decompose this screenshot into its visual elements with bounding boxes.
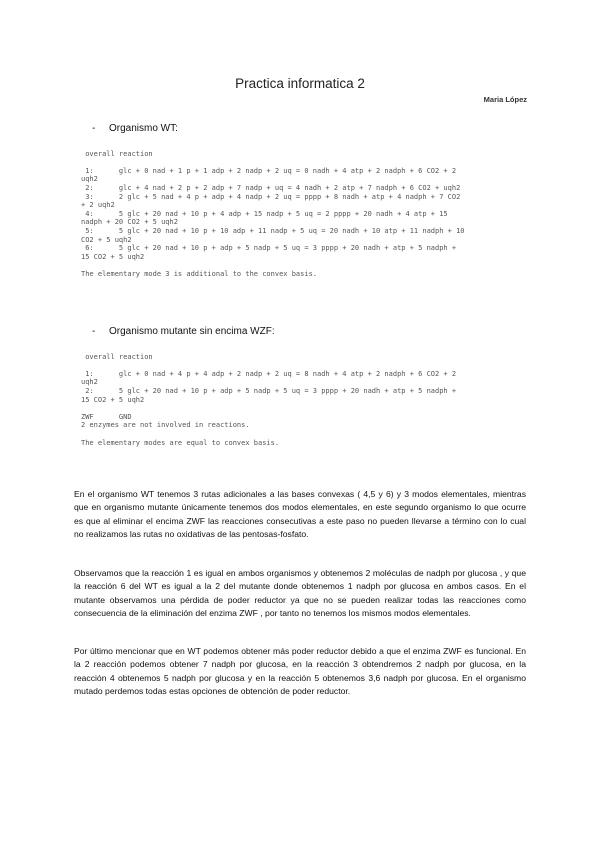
output-line xyxy=(81,404,551,413)
section-heading-wt xyxy=(92,123,178,134)
paragraph-2: Observamos que la reacción 1 es igual en ambos organismos y obtenemos 2 moléculas de nadph por glucosa , y que la reacción 6 del WT es igual a la 2 del mutante donde obtenemos 1 nadph por glucosa en ambos casos. En el mutante observamos una pérdida de poder reductor ya que no se pueden realizar todas las reacciones como consecuencia de la eliminación del enzima ZWF , por tanto no tenemos los mismos modos elementales. xyxy=(74,568,526,619)
output-line xyxy=(81,158,551,167)
section-heading-mutant xyxy=(92,326,275,337)
paragraph-1: En el organismo WT tenemos 3 rutas adicionales a las bases convexas ( 4,5 y 6) y 3 modos elementales, mientras que en organismo mutante únicamente tenemos dos modos elementales, en este segundo organismo lo que ocurre es que al eliminar el encima ZWF las reacciones consecutivas a este paso no pueden llevarse a término con lo cual no realizamos las rutas no oxidativas de las pentosas-fosfato. xyxy=(74,489,526,540)
wt-output-block xyxy=(81,141,551,279)
list-marker: - xyxy=(92,326,96,337)
output-line: overall reaction xyxy=(81,149,153,158)
output-line: uqh2 xyxy=(81,378,98,387)
output-line: + 2 uqh2 xyxy=(81,201,115,210)
output-line xyxy=(81,344,551,353)
output-line: 1: glc + 0 nad + 1 p + 1 adp + 2 nadp + 2 uq = 0 nadh + 4 atp + 2 nadph + 6 CO2 + 2 xyxy=(81,166,457,175)
mutant-output-block xyxy=(81,344,551,447)
output-line: 3: 2 glc + 5 nad + 4 p + adp + 4 nadp + 2 uq = pppp + 8 nadh + atp + 4 nadph + 7 CO2 xyxy=(81,192,461,201)
output-line: 2: glc + 4 nad + 2 p + 2 adp + 7 nadp + uq = 4 nadh + 2 atp + 7 nadph + 6 CO2 + uqh2 xyxy=(81,183,461,192)
output-line: 1: glc + 0 nad + 4 p + 4 adp + 2 nadp + 2 uq = 8 nadh + 4 atp + 2 nadph + 6 CO2 + 2 xyxy=(81,369,457,378)
output-line: 15 CO2 + 5 uqh2 xyxy=(81,252,145,261)
output-line: 2 enzymes are not involved in reactions. xyxy=(81,421,250,430)
output-line: The elementary modes are equal to convex basis. xyxy=(81,438,280,447)
output-line: 2: 5 glc + 20 nad + 10 p + adp + 5 nadp + 5 uq = 3 pppp + 20 nadh + atp + 5 nadph + xyxy=(81,386,457,395)
output-line: The elementary mode 3 is additional to the convex basis. xyxy=(81,269,318,278)
output-line xyxy=(81,261,551,270)
output-line: overall reaction xyxy=(81,352,153,361)
document-title: Practica informatica 2 xyxy=(235,76,365,91)
output-line: uqh2 xyxy=(81,175,98,184)
output-line: nadph + 20 CO2 + 5 uqh2 xyxy=(81,218,178,227)
output-line: 5: 5 glc + 20 nad + 10 p + 10 adp + 11 nadp + 5 uq = 20 nadh + 10 atp + 11 nadph + 10 xyxy=(81,226,465,235)
section-heading-wt-label: Organismo WT: xyxy=(109,123,178,134)
output-line xyxy=(81,361,551,370)
output-line xyxy=(81,141,551,150)
output-line: 4: 5 glc + 20 nad + 10 p + 4 adp + 15 nadp + 5 uq = 2 pppp + 20 nadh + 4 atp + 15 xyxy=(81,209,448,218)
paragraph-3: Por último mencionar que en WT podemos obtener más poder reductor debido a que el enzima ZWF es funcional. En la 2 reacción podemos obtener 7 nadph por glucosa, en la reacción 3 obtendremos 2 nadph por glucosa, en la reacción 4 obtenemos 5 nadph por glucosa y en la reacción 5 obtenemos 3,6 nadph por glucosa. En el organismo mutado perdemos todas estas opciones de obtención de poder reductor. xyxy=(74,646,526,697)
output-line: ZWF GND xyxy=(81,412,132,421)
output-line: 15 CO2 + 5 uqh2 xyxy=(81,395,145,404)
output-line xyxy=(81,430,551,439)
section-heading-mutant-label: Organismo mutante sin encima WZF: xyxy=(109,326,275,337)
author-name: Maria López xyxy=(483,95,527,104)
output-line: 6: 5 glc + 20 nad + 10 p + adp + 5 nadp + 5 uq = 3 pppp + 20 nadh + atp + 5 nadph + xyxy=(81,244,457,253)
list-marker: - xyxy=(92,123,96,134)
output-line: CO2 + 5 uqh2 xyxy=(81,235,132,244)
